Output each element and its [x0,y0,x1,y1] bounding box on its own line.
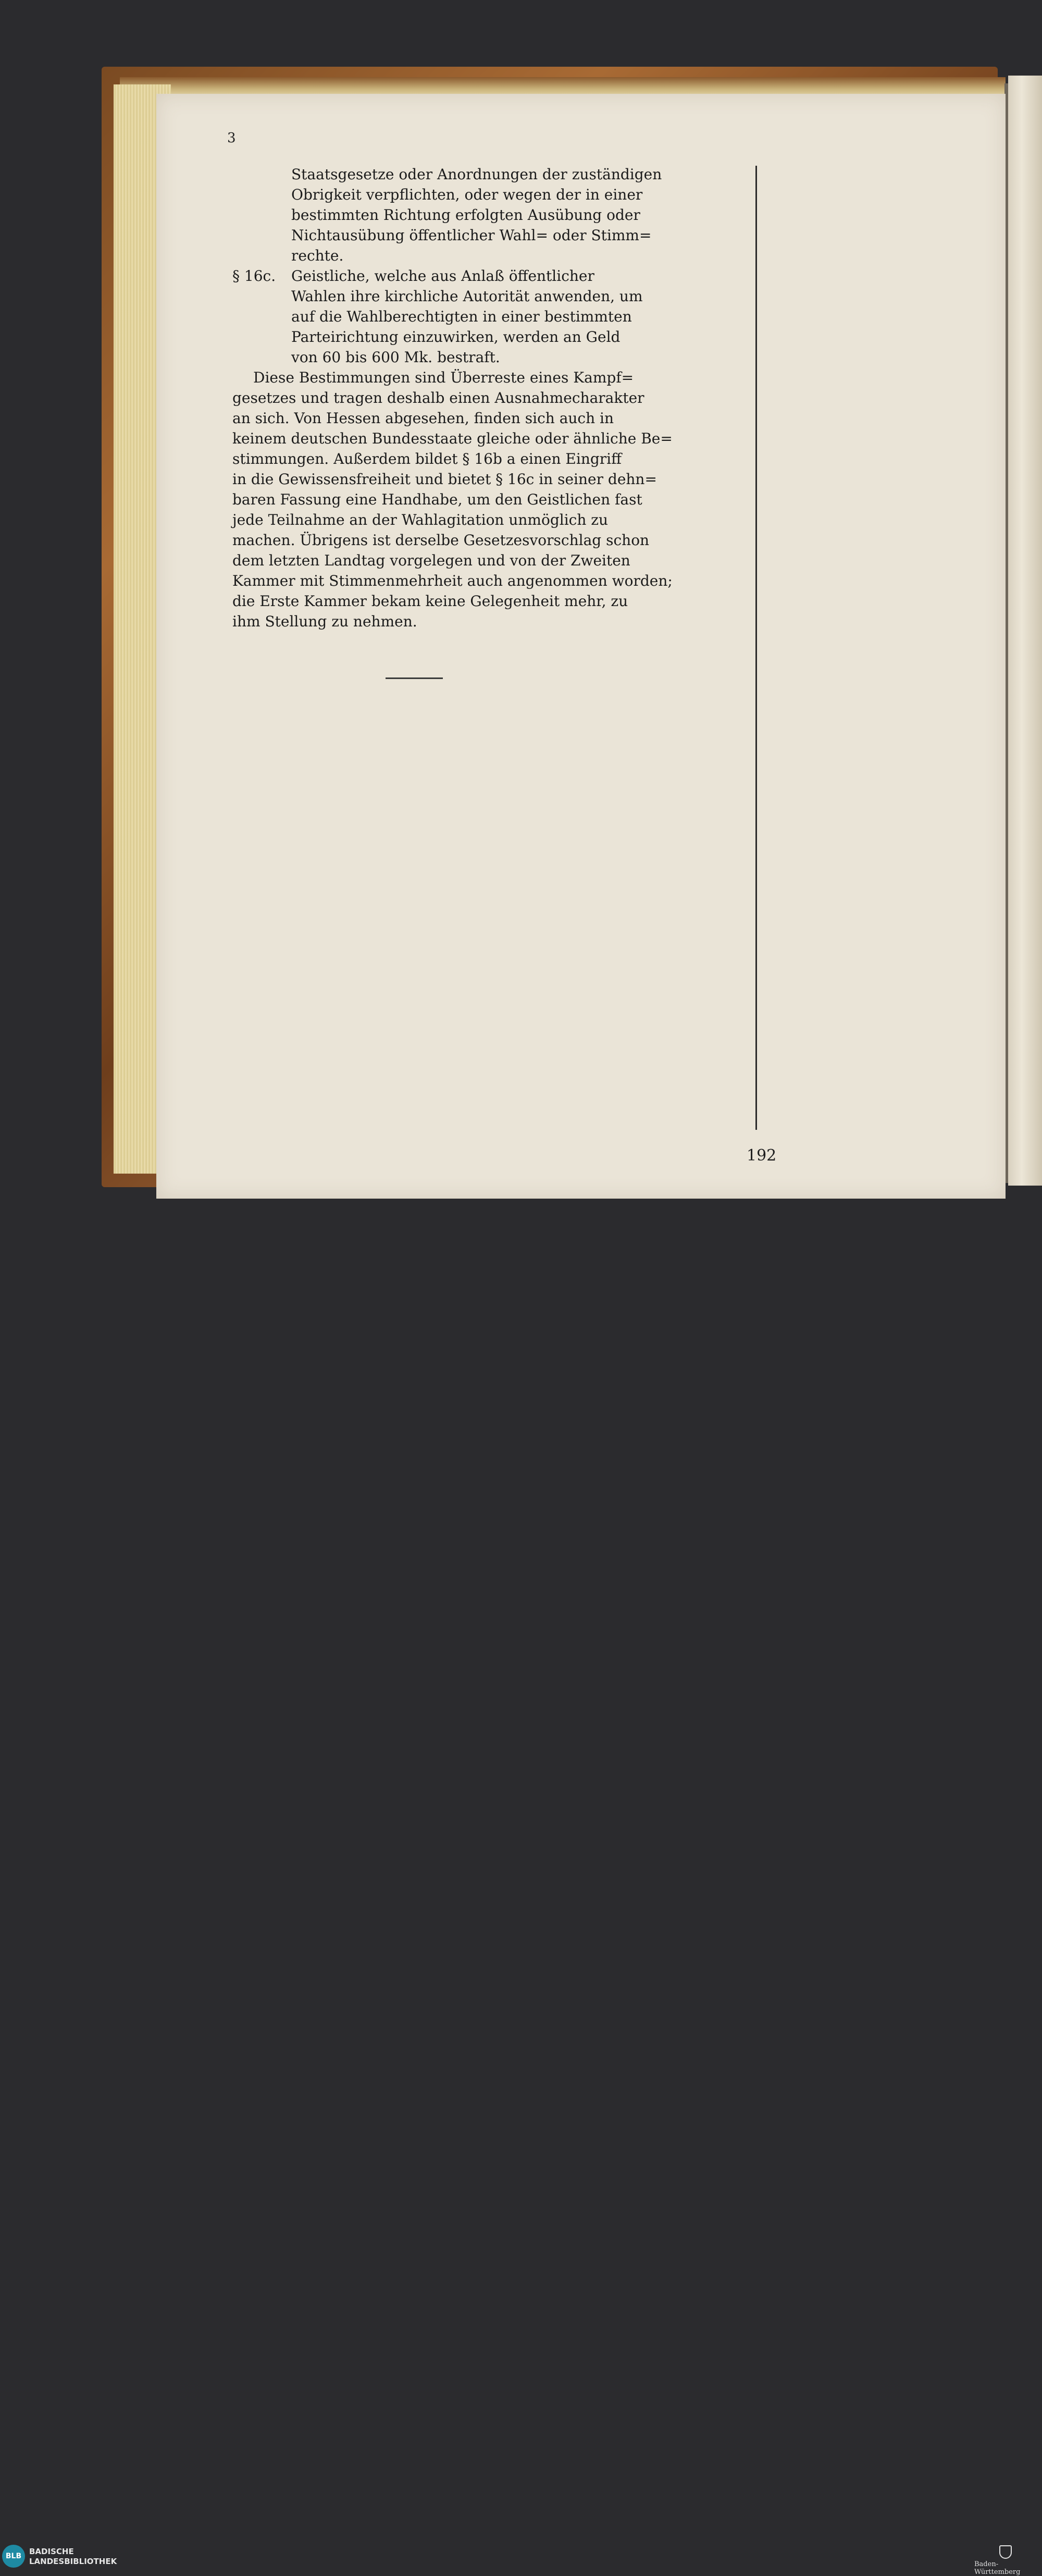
section-16c [232,266,740,367]
commentary-paragraph [232,367,740,632]
text-line: baren Fassung eine Handhabe, um den Geistlichen fast [232,491,642,508]
text-line: Geistliche, welche aus Anlaß öffentlicher [291,267,594,285]
text-line: machen. Übrigens ist derselbe Gesetzesvorschlag schon [232,532,650,549]
main-text [232,164,740,632]
text-line: Kammer mit Stimmenmehrheit auch angenommen worden; [232,572,673,589]
text-line: Staatsgesetze oder Anordnungen der zuständigen [291,166,662,183]
text-line: keinem deutschen Bundesstaate gleiche oder ähnliche Be= [232,430,673,447]
text-line: bestimmten Richtung erfolgten Ausübung oder [291,206,640,224]
book-page [156,94,1006,1199]
page-number: 192 [747,1147,777,1165]
library-name-line1: BADISCHE [29,2547,74,2556]
section-number: § 16c. [232,267,276,285]
text-line: Nichtausübung öffentlicher Wahl= oder Stimm= [291,227,652,244]
text-line: ihm Stellung zu nehmen. [232,613,417,630]
library-name [29,2547,117,2567]
text-line: Parteirichtung einzuwirken, werden an Geld [291,328,621,346]
text-line: stimmungen. Außerdem bildet § 16b a einen Eingriff [232,450,622,467]
text-line: dem letzten Landtag vorgelegen und von der Zweiten [232,552,630,569]
scanned-book-image [0,0,1042,1272]
blb-logo-icon[interactable]: BLB [2,2545,25,2568]
text-line: gesetzes und tragen deshalb einen Ausnahmecharakter [232,389,644,406]
facing-page-edge [1008,76,1042,1186]
text-line: in die Gewissensfreiheit und bietet § 16c in seiner dehn= [232,471,657,488]
text-line: von 60 bis 600 Mk. bestraft. [291,349,500,366]
text-line: die Erste Kammer bekam keine Gelegenheit mehr, zu [232,593,628,610]
end-rule [386,677,443,679]
text-line: auf die Wahlberechtigten in einer bestimmten [291,308,632,325]
text-line: jede Teilnahme an der Wahlagitation unmöglich zu [232,511,609,528]
continued-paragraph [232,164,740,266]
text-line: an sich. Von Hessen abgesehen, finden sich auch in [232,410,614,427]
partner-name: Baden-Württemberg [974,2560,1021,2576]
viewer-footer [0,1272,1042,2576]
column-divider [755,166,757,1130]
library-name-line2: LANDESBIBLIOTHEK [29,2557,117,2566]
coat-of-arms-icon [999,2545,1012,2559]
text-line: Obrigkeit verpflichten, oder wegen der in einer [291,186,643,203]
text-line: Diese Bestimmungen sind Überreste eines Kampf= [253,369,634,386]
text-line: rechte. [291,247,344,264]
page-marker: 3 [227,130,236,146]
text-line: Wahlen ihre kirchliche Autorität anwenden, um [291,288,643,305]
